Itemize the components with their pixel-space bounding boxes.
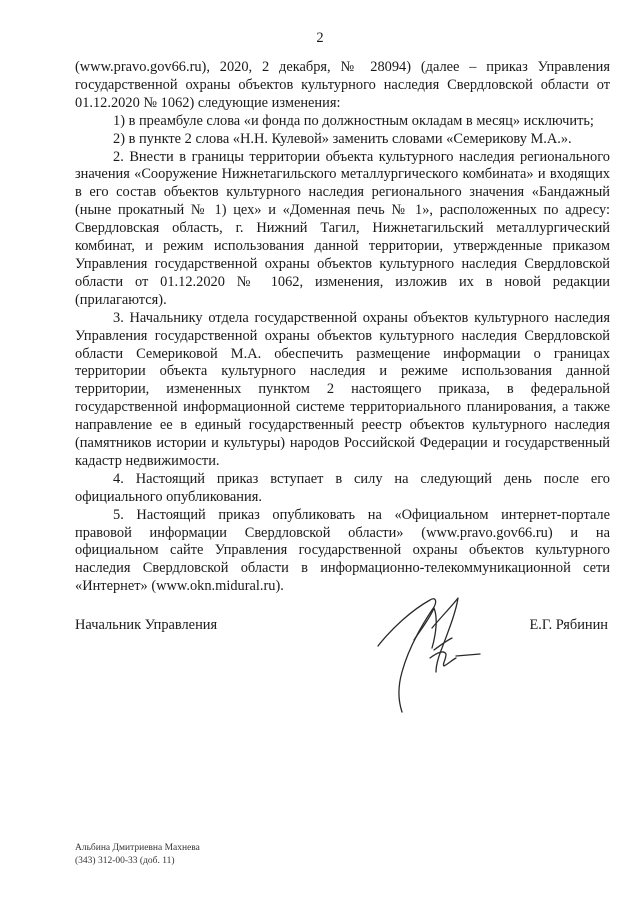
executor-phone: (343) 312-00-33 (доб. 11) xyxy=(75,855,175,866)
signer-position: Начальник Управления xyxy=(75,617,218,633)
paragraph-item-5: 5. Настоящий приказ опубликовать на «Официальном интернет-портале правовой информации Свердловской области» (www.pravo.gov66.ru) и на официальном сайте Управления государственной охраны объектов культурного наследия Свердловской области в информационно-телекоммуникационной сети «Интернет» (www.okn.midural.ru). xyxy=(75,506,610,595)
handwritten-signature xyxy=(372,588,482,718)
signature-block xyxy=(75,617,610,637)
paragraph-subitem-2: 2) в пункте 2 слова «Н.Н. Кулевой» заменить словами «Семерикову М.А.». xyxy=(113,130,572,147)
executor-footer xyxy=(75,842,200,867)
paragraph-item-2: 2. Внести в границы территории объекта культурного наследия регионального значения «Сооружение Нижнетагильского металлургического комбината» и входящих в его состав объектов культурного наследия регионального значения «Бандажный (ныне прокатный № 1) цех» и «Доменная печь № 1», расположенных по адресу: Свердловская область, г. Нижний Тагил, Нижнетагильский металлургический комбинат, и режим использования данной территории, утвержденные приказом Управления государственной охраны объектов культурного наследия Свердловской области от 01.12.2020 № 1062, изменения, изложив их в новой редакции (прилагаются). xyxy=(75,148,610,308)
document-body xyxy=(75,59,610,596)
paragraph-item-4: 4. Настоящий приказ вступает в силу на следующий день после его официального опубликования. xyxy=(75,470,610,505)
executor-name: Альбина Дмитриевна Махнева xyxy=(75,843,200,853)
page-number: 2 xyxy=(316,30,324,46)
paragraph-continuation: (www.pravo.gov66.ru), 2020, 2 декабря, № 28094) (далее – приказ Управления государственной охраны объектов культурного наследия Свердловской области от 01.12.2020 № 1062) следующие изменения: xyxy=(75,59,610,111)
paragraph-subitem-1: 1) в преамбуле слова «и фонда по должностным окладам в месяц» исключить; xyxy=(113,112,594,129)
signer-name: Е.Г. Рябинин xyxy=(529,617,608,633)
paragraph-item-3: 3. Начальнику отдела государственной охраны объектов культурного наследия Управления государственной охраны объектов культурного наследия Свердловской области Семериковой М.А. обеспечить размещение информации о границах территории объекта культурного наследия и режиме использования данной территории, измененных пунктом 2 настоящего приказа, в федеральной государственной информационной системе территориального планирования, а также направление ее в единый государственный реестр объектов культурного наследия (памятников истории и культуры) народов Российской Федерации и государственный кадастр недвижимости. xyxy=(75,309,610,469)
